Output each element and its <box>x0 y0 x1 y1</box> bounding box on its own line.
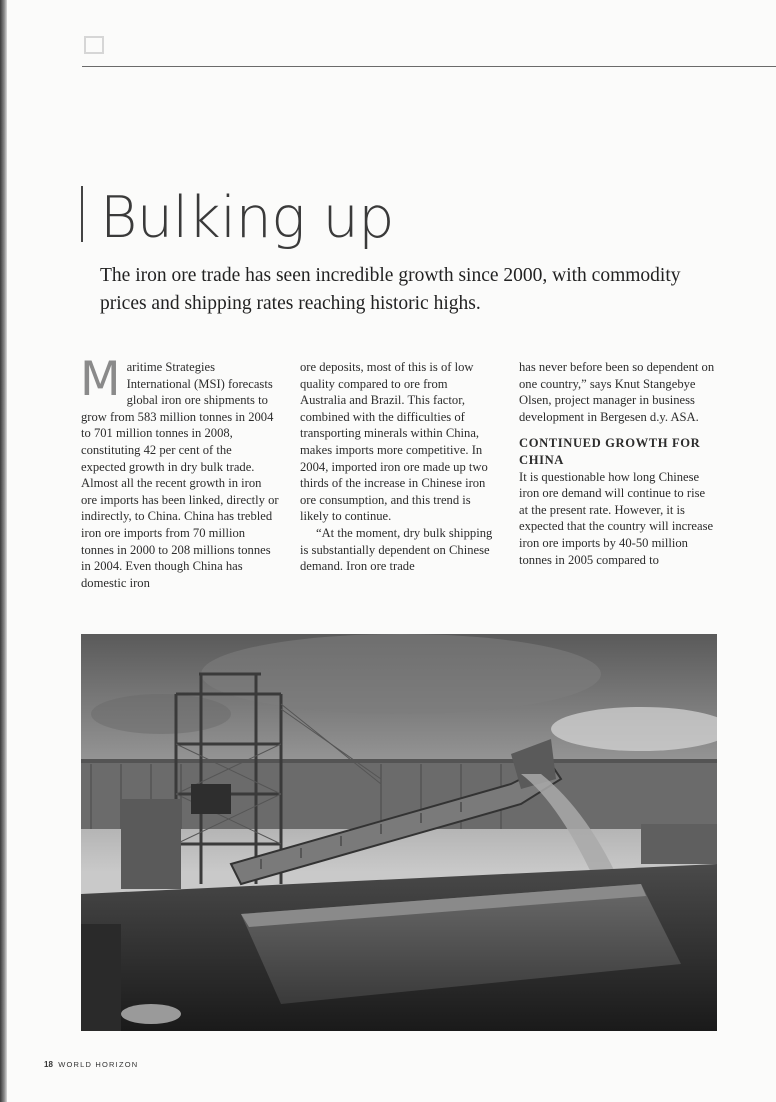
paragraph: ore deposits, most of this is of low quality compared to ore from Australia and Brazil. This factor, combined with the difficulties of transporting minerals within China, makes imports more competitive. In 2004, imported iron ore made up two thirds of the increase in Chinese iron ore consumption, and this trend is likely to continue. <box>300 360 488 524</box>
ship-loading-photo <box>81 634 717 1031</box>
text-column-3 <box>519 359 717 568</box>
header-show-through <box>84 36 104 54</box>
page-number: 18 <box>44 1060 53 1069</box>
header-box-icon <box>84 36 104 54</box>
paragraph-quote: “At the moment, dry bulk shipping is substantially dependent on Chinese demand. Iron ore trade <box>300 525 493 574</box>
text-column-2 <box>300 359 496 575</box>
article-title: Bulking up <box>100 185 394 251</box>
page-folio <box>44 1060 138 1069</box>
publication-name: WORLD HORIZON <box>58 1060 139 1069</box>
section-subhead: CONTINUED GROWTH FOR CHINA <box>519 436 701 467</box>
text-column-1 <box>80 352 279 591</box>
paragraph: has never before been so dependent on one country,” says Knut Stangebye Olsen, project manager in business development in Bergesen d.y. ASA. <box>519 360 715 424</box>
page-spine-shadow <box>0 0 7 1102</box>
paragraph <box>80 352 279 591</box>
paragraph: It is questionable how long Chinese iron ore demand will continue to rise at the present rate. However, it is expected that the country will increase iron ore imports by 40-50 million tonnes in 2005 compared to <box>519 469 714 567</box>
paragraph-text: aritime Strategies International (MSI) forecasts global iron ore shipments to grow from 583 million tonnes in 2004 to 701 million tonnes in 2008, constituting 42 per cent of the expected growth in dry bulk trade. Almost all the recent growth in iron ore imports has been linked, directly or indirectly, to China. China has trebled iron ore imports from 70 million tonnes in 2000 to 208 millions tonnes in 2004. Even though China has domestic iron <box>81 360 279 590</box>
drop-cap: M <box>80 352 121 407</box>
article-subtitle: The iron ore trade has seen incredible growth since 2000, with commodity prices and shipping rates reaching historic highs. <box>100 265 681 314</box>
header-rule <box>82 66 776 67</box>
title-accent-bar <box>81 186 83 242</box>
